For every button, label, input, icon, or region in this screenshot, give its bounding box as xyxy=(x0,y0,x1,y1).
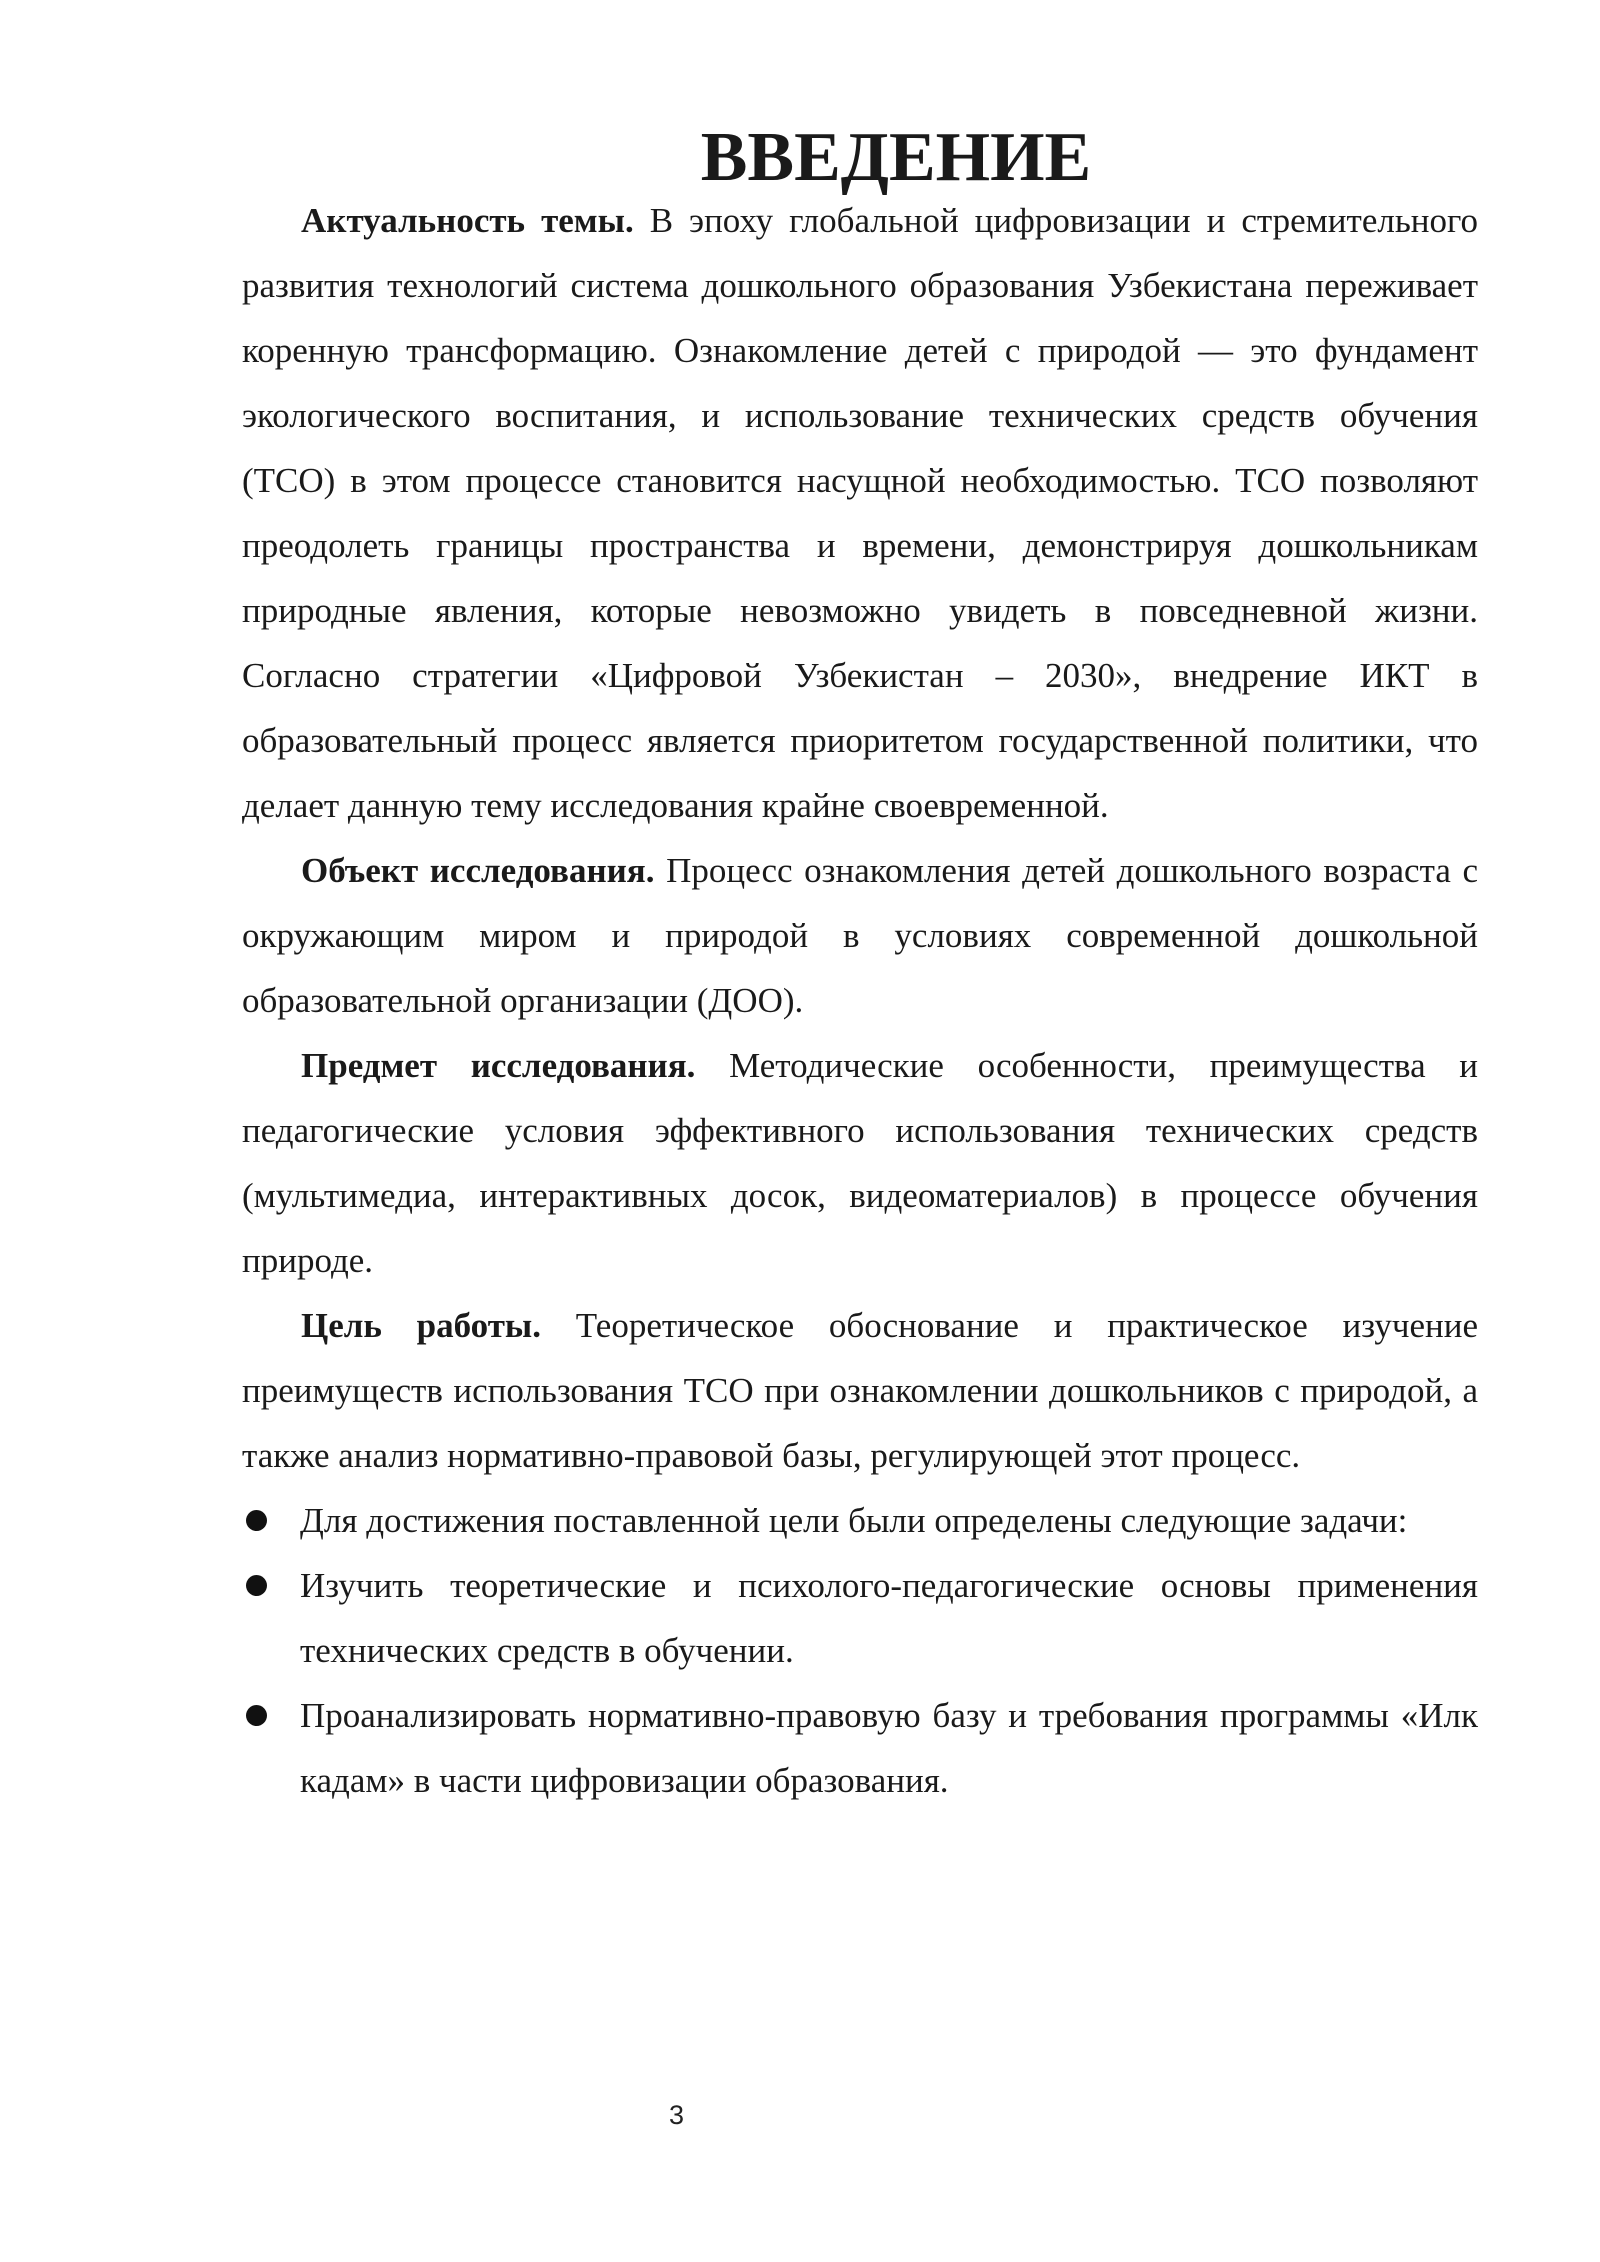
page-title: ВВЕДЕНИЕ xyxy=(700,119,1092,196)
paragraph-lead: Объект исследования. xyxy=(301,851,655,890)
list-item xyxy=(242,1488,1478,1553)
paragraph-relevance xyxy=(242,188,1478,838)
bullet-icon xyxy=(246,1575,267,1596)
page-content xyxy=(242,119,1479,1813)
paragraph-text: Методические особенности, преимущества и педагогические условия эффективного использования технических средств (мультимедиа, интерактивных досок, видеоматериалов) в процессе обучения природе. xyxy=(242,1046,1479,1280)
list-item xyxy=(242,1683,1478,1813)
paragraph-text: Теоретическое обоснование и практическое изучение преимуществ использования ТСО при ознакомлении дошкольников с природой, а также анализ нормативно-правовой базы, регулирующей этот процесс. xyxy=(242,1306,1478,1475)
page-number: 3 xyxy=(668,2100,685,2130)
paragraph-subject xyxy=(242,1033,1478,1293)
paragraph-text: В эпоху глобальной цифровизации и стремительного развития технологий система дошкольного образования Узбекистана переживает коренную трансформацию. Ознакомление детей с природой — это фундамент экологического воспитания, и использование технических средств обучения (ТСО) в этом процессе становится насущной необходимостью. ТСО позволяют преодолеть границы пространства и времени, демонстрируя дошкольникам природные явления, которые невозможно увидеть в повседневной жизни. Согласно стратегии «Цифровой Узбекистан – 2030», внедрение ИКТ в образовательный процесс является приоритетом государственной политики, что делает данную тему исследования крайне своевременной. xyxy=(242,201,1479,825)
list-item-text: Изучить теоретические и психолого-педагогические основы применения технических средств в обучении. xyxy=(300,1566,1478,1670)
paragraph-lead: Цель работы. xyxy=(301,1306,541,1345)
list-item-text: Проанализировать нормативно-правовую базу и требования программы «Илк кадам» в части цифровизации образования. xyxy=(300,1696,1478,1800)
paragraph-text: Процесс ознакомления детей дошкольного возраста с окружающим миром и природой в условиях современной дошкольной образовательной организации (ДОО). xyxy=(242,851,1478,1020)
task-list xyxy=(242,1488,1478,1813)
bullet-icon xyxy=(246,1705,267,1726)
list-item xyxy=(242,1553,1478,1683)
paragraph-object xyxy=(242,838,1478,1033)
paragraph-lead: Актуальность темы. xyxy=(301,201,634,240)
bullet-icon xyxy=(246,1510,267,1531)
list-item-text: Для достижения поставленной цели были определены следующие задачи: xyxy=(300,1501,1408,1540)
paragraph-lead: Предмет исследования. xyxy=(301,1046,696,1085)
paragraph-goal xyxy=(242,1293,1478,1488)
